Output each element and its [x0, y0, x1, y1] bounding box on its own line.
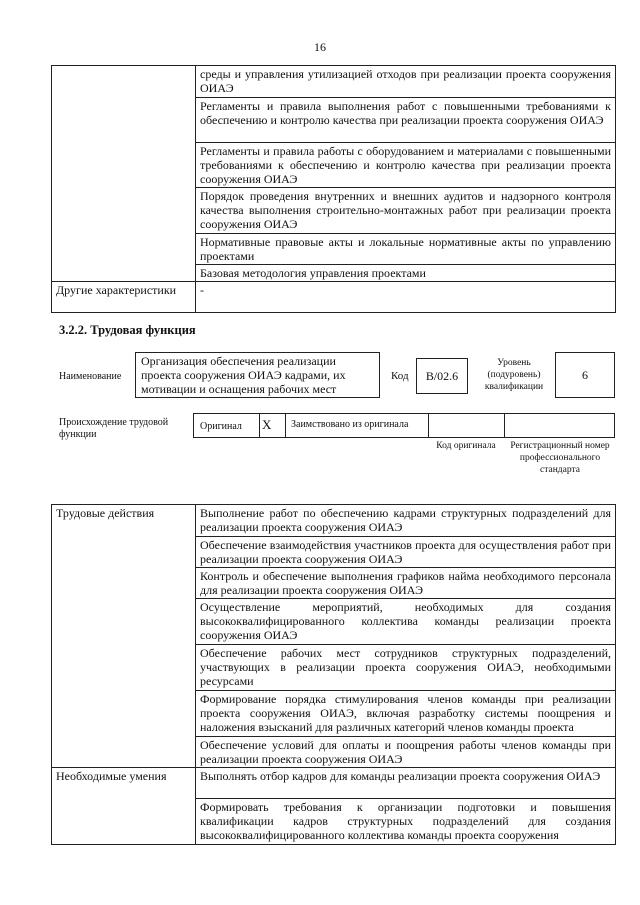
origin-divider — [504, 414, 505, 437]
code-value: B/02.6 — [425, 369, 459, 383]
origin-divider — [428, 414, 429, 437]
function-name-value: Организация обеспечения реализации проекта сооружения ОИАЭ кадрами, их мотивации и оснащения рабочих мест — [141, 354, 346, 396]
action-item: Контроль и обеспечение выполнения графиков найма необходимого персонала для реализации проекта сооружения ОИАЭ — [196, 568, 616, 599]
code-label: Код — [391, 370, 409, 382]
borrowed-label: Заимствовано из оригинала — [291, 419, 409, 430]
action-item: Осуществление мероприятий, необходимых для создания высококвалифицированного коллектива команды реализации проекта сооружения ОИАЭ — [196, 599, 616, 645]
action-item: Обеспечение рабочих мест сотрудников структурных подразделений, участвующих в реализации проекта сооружения ОИАЭ, необходимыми ресурсами — [196, 645, 616, 691]
knowledge-label-cell — [52, 66, 196, 282]
other-characteristics-value: - — [196, 282, 616, 313]
reg-number-label: Регистрационный номер профессионального стандарта — [510, 441, 610, 475]
code-box — [416, 358, 468, 394]
level-box — [555, 352, 615, 398]
origin-label: Происхождение трудовой функции — [59, 417, 169, 440]
actions-label: Трудовые действия — [52, 505, 196, 768]
original-mark: X — [262, 417, 272, 432]
code-original-label: Код оригинала — [436, 441, 496, 451]
name-label: Наименование — [59, 371, 122, 382]
skill-item: Выполнять отбор кадров для команды реализации проекта сооружения ОИАЭ — [196, 768, 616, 799]
function-name-box — [135, 352, 380, 398]
knowledge-item: Регламенты и правила работы с оборудованием и материалами с повышенными требованиями к обеспечению и контролю качества при реализации проекта сооружения ОИАЭ — [196, 143, 616, 188]
knowledge-item: Регламенты и правила выполнения работ с повышенными требованиями к обеспечению и контролю качества при реализации проекта сооружения ОИАЭ — [196, 98, 616, 143]
skills-label: Необходимые умения — [52, 768, 196, 845]
action-item: Выполнение работ по обеспечению кадрами структурных подразделений для реализации проекта сооружения ОИАЭ — [196, 505, 616, 537]
other-characteristics-label: Другие характеристики — [52, 282, 196, 313]
section-heading: 3.2.2. Трудовая функция — [59, 323, 196, 337]
actions-table — [51, 504, 616, 845]
knowledge-item: Порядок проведения внутренних и внешних аудитов и надзорного контроля качества выполнения строительно-монтажных работ при реализации проекта сооружения ОИАЭ — [196, 188, 616, 234]
origin-divider — [285, 414, 286, 437]
skill-item: Формировать требования к организации подготовки и повышения квалификации кадров структурных подразделений для создания высококвалифицированного коллектива команды проекта сооружения — [196, 799, 616, 845]
knowledge-item: среды и управления утилизацией отходов при реализации проекта сооружения ОИАЭ — [196, 66, 616, 98]
action-item: Обеспечение условий для оплаты и поощрения работы членов команды при реализации проекта сооружения ОИАЭ — [196, 737, 616, 768]
knowledge-item: Нормативные правовые акты и локальные нормативные акты по управлению проектами — [196, 234, 616, 265]
knowledge-item: Базовая методология управления проектами — [196, 265, 616, 282]
origin-divider — [259, 414, 260, 437]
level-value: 6 — [582, 368, 588, 382]
page-number: 16 — [314, 40, 326, 54]
action-item: Обеспечение взаимодействия участников проекта для осуществления работ при реализации проекта сооружения ОИАЭ — [196, 537, 616, 568]
level-label: Уровень (подуровень) квалификации — [484, 358, 544, 392]
original-label: Оригинал — [200, 421, 242, 432]
knowledge-table — [51, 65, 616, 313]
action-item: Формирование порядка стимулирования членов команды при реализации проекта сооружения ОИАЭ, включая разработку системы поощрения и наложения взысканий для различных категорий членов команды проекта — [196, 691, 616, 737]
